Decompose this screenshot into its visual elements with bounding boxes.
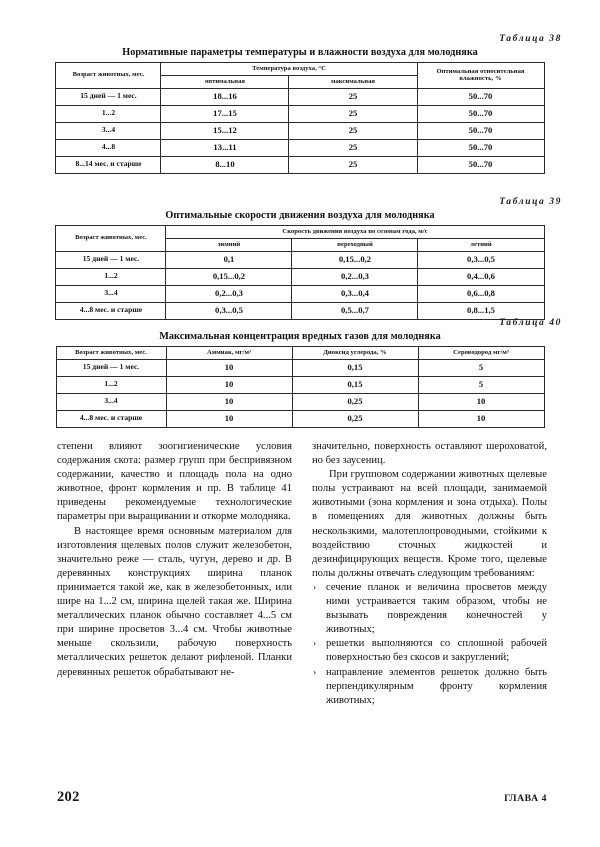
cell: 18...16: [161, 88, 289, 105]
table-title-39: Оптимальные скорости движения воздуха для молодняка: [165, 210, 435, 221]
table-block-39: [0, 197, 600, 320]
table-number-39: Таблица 39: [499, 197, 562, 207]
cell: 0,3...0,4: [292, 285, 418, 302]
table-row: [56, 122, 544, 139]
table-row: [56, 285, 544, 302]
paragraph-left-2: В настоящее время основным материалом для изготовления щелевых полов служит железобетон, значительно реже — сталь, чугун, дерево и др. В деревянных конструкциях ширина планок принимается такой же, как в железобетонных, или шире на 1...2 см, ширина щелей такая же. Ширина металлических планок обычно составляет 4...5 см при ширине просветов 3...4 см. Чтобы животные меньше скользили, рабочую поверхность металлических решеток делают рифленой. Планки деревянных решеток обрабатывают не-: [57, 525, 292, 678]
table-row: [56, 410, 544, 427]
cell: 15 дней — 1 мес.: [56, 88, 161, 105]
cell: 10: [166, 410, 292, 427]
th-temperature-group: Температура воздуха, °С: [161, 63, 417, 76]
page-number: 202: [57, 789, 80, 805]
cell: 50...70: [417, 88, 544, 105]
cell: 1...2: [56, 376, 166, 393]
cell: 13...11: [161, 139, 289, 156]
cell: 0,3...0,5: [418, 251, 544, 268]
cell: 3...4: [56, 285, 166, 302]
cell: 15...12: [161, 122, 289, 139]
th-hydrogen-sulfide: Сероводород мг/м³: [418, 347, 544, 360]
list-item-label: направление элементов решеток должно быть перпендикулярным фронту кормления животных;: [326, 666, 547, 706]
table-header-row: [56, 226, 544, 239]
table-row: [56, 268, 544, 285]
cell: 0,15: [292, 376, 418, 393]
cell: 0,6...0,8: [418, 285, 544, 302]
paragraph-right-2: При групповом содержании животных щелевые полы устраивают на всей площади, занимаемой животными (зона кормления и зона отдыха). Полы в помещениях для животных должны быть нескользкими, малотеплопроводными, стойкими к воздействию сточных жидкостей и дезинфицирующих веществ. Кроме того, щелевые полы должны отвечать следующим требованиям:: [312, 469, 547, 579]
cell: 50...70: [417, 156, 544, 173]
cell: 25: [289, 139, 417, 156]
cell: 5: [418, 376, 544, 393]
cell: 1...2: [56, 268, 166, 285]
list-item: [312, 581, 547, 637]
th-carbon-dioxide: Диоксид углерода, %: [292, 347, 418, 360]
body-columns: [57, 440, 547, 708]
cell: 4...8 мес. и старше: [56, 302, 166, 319]
cell: 0,25: [292, 410, 418, 427]
table-title-40: Максимальная концентрация вредных газов для молодняка: [159, 331, 441, 342]
th-ammonia: Аммиак, мг/м³: [166, 347, 292, 360]
cell: 25: [289, 122, 417, 139]
table-title-38: Нормативные параметры температуры и влажности воздуха для молодняка: [122, 47, 478, 58]
table-number-38: Таблица 38: [499, 34, 562, 44]
chapter-label: ГЛАВА 4: [504, 793, 547, 804]
right-column: [312, 440, 547, 708]
chevron-right-icon: ›: [313, 667, 317, 678]
cell: 0,5...0,7: [292, 302, 418, 319]
list-item-label: решетки выполняются со сплошной рабочей поверхностью без скосов и закруглений;: [326, 638, 547, 664]
th-transitional: переходный: [292, 238, 418, 251]
cell: 3...4: [56, 393, 166, 410]
table-row: [56, 105, 544, 122]
table-40: [56, 346, 545, 428]
cell: 50...70: [417, 105, 544, 122]
cell: 15 дней — 1 мес.: [56, 359, 166, 376]
table-block-38: [0, 34, 600, 174]
cell: 4...8: [56, 139, 161, 156]
cell: 10: [166, 393, 292, 410]
paragraph-left-1: степени влияют зоогигиенические условия содержания скота: размер групп при беспривязном содержании, качество и площадь пола на одно животное, фронт кормления и пр. В таблице 41 приведены рекомендуемые технологические параметры при выращивании и откорме молодняка.: [57, 441, 292, 523]
cell: 8...10: [161, 156, 289, 173]
th-age: Возраст животных, мес.: [56, 63, 161, 89]
chevron-right-icon: ›: [313, 639, 317, 650]
cell: 0,4...0,6: [418, 268, 544, 285]
table-row: [56, 139, 544, 156]
cell: 50...70: [417, 139, 544, 156]
cell: 0,25: [292, 393, 418, 410]
cell: 50...70: [417, 122, 544, 139]
cell: 5: [418, 359, 544, 376]
cell: 0,3...0,5: [166, 302, 292, 319]
cell: 0,15: [292, 359, 418, 376]
cell: 25: [289, 88, 417, 105]
cell: 4...8 мес. и старше: [56, 410, 166, 427]
list-item: [312, 637, 547, 665]
table-row: [56, 156, 544, 173]
cell: 0,15...0,2: [292, 251, 418, 268]
chevron-right-icon: ›: [313, 582, 317, 593]
cell: 10: [418, 410, 544, 427]
cell: 25: [289, 156, 417, 173]
table-39: [55, 225, 544, 320]
cell: 0,1: [166, 251, 292, 268]
list-item-label: сечение планок и величина просветов между ними устраивается таким образом, чтобы не вызывать повреждения конечностей у животных;: [326, 581, 547, 636]
table-header-row: [56, 63, 544, 76]
cell: 10: [418, 393, 544, 410]
cell: 3...4: [56, 122, 161, 139]
th-winter: зимний: [166, 238, 292, 251]
table-row: [56, 302, 544, 319]
cell: 15 дней — 1 мес.: [56, 251, 166, 268]
th-airspeed-group: Скорость движения воздуха по сезонам года, м/с: [166, 226, 544, 239]
th-summer: летний: [418, 238, 544, 251]
th-optimal: оптимальная: [161, 75, 289, 88]
table-row: [56, 88, 544, 105]
cell: 0,8...1,5: [418, 302, 544, 319]
requirements-list: [312, 581, 547, 708]
th-age: Возраст животных, мес.: [56, 347, 166, 360]
cell: 0,2...0,3: [166, 285, 292, 302]
cell: 0,2...0,3: [292, 268, 418, 285]
page-footer: [57, 789, 547, 806]
cell: 8...14 мес. и старше: [56, 156, 161, 173]
table-block-40: [0, 318, 600, 428]
table-row: [56, 376, 544, 393]
paragraph-right-1: значительно, поверхность оставляют шероховатой, но без заусениц.: [312, 441, 547, 467]
th-age: Возраст животных, мес.: [56, 226, 166, 252]
table-number-40: Таблица 40: [499, 318, 562, 328]
th-humidity: Оптимальная относительная влажность, %: [417, 63, 544, 89]
cell: 10: [166, 376, 292, 393]
table-row: [56, 359, 544, 376]
left-column: [57, 440, 292, 708]
cell: 1...2: [56, 105, 161, 122]
cell: 10: [166, 359, 292, 376]
cell: 0,15...0,2: [166, 268, 292, 285]
table-row: [56, 251, 544, 268]
list-item: [312, 666, 547, 708]
cell: 17...15: [161, 105, 289, 122]
cell: 25: [289, 105, 417, 122]
table-38: [55, 62, 544, 174]
th-maximum: максимальная: [289, 75, 417, 88]
table-header-row: [56, 347, 544, 360]
table-row: [56, 393, 544, 410]
